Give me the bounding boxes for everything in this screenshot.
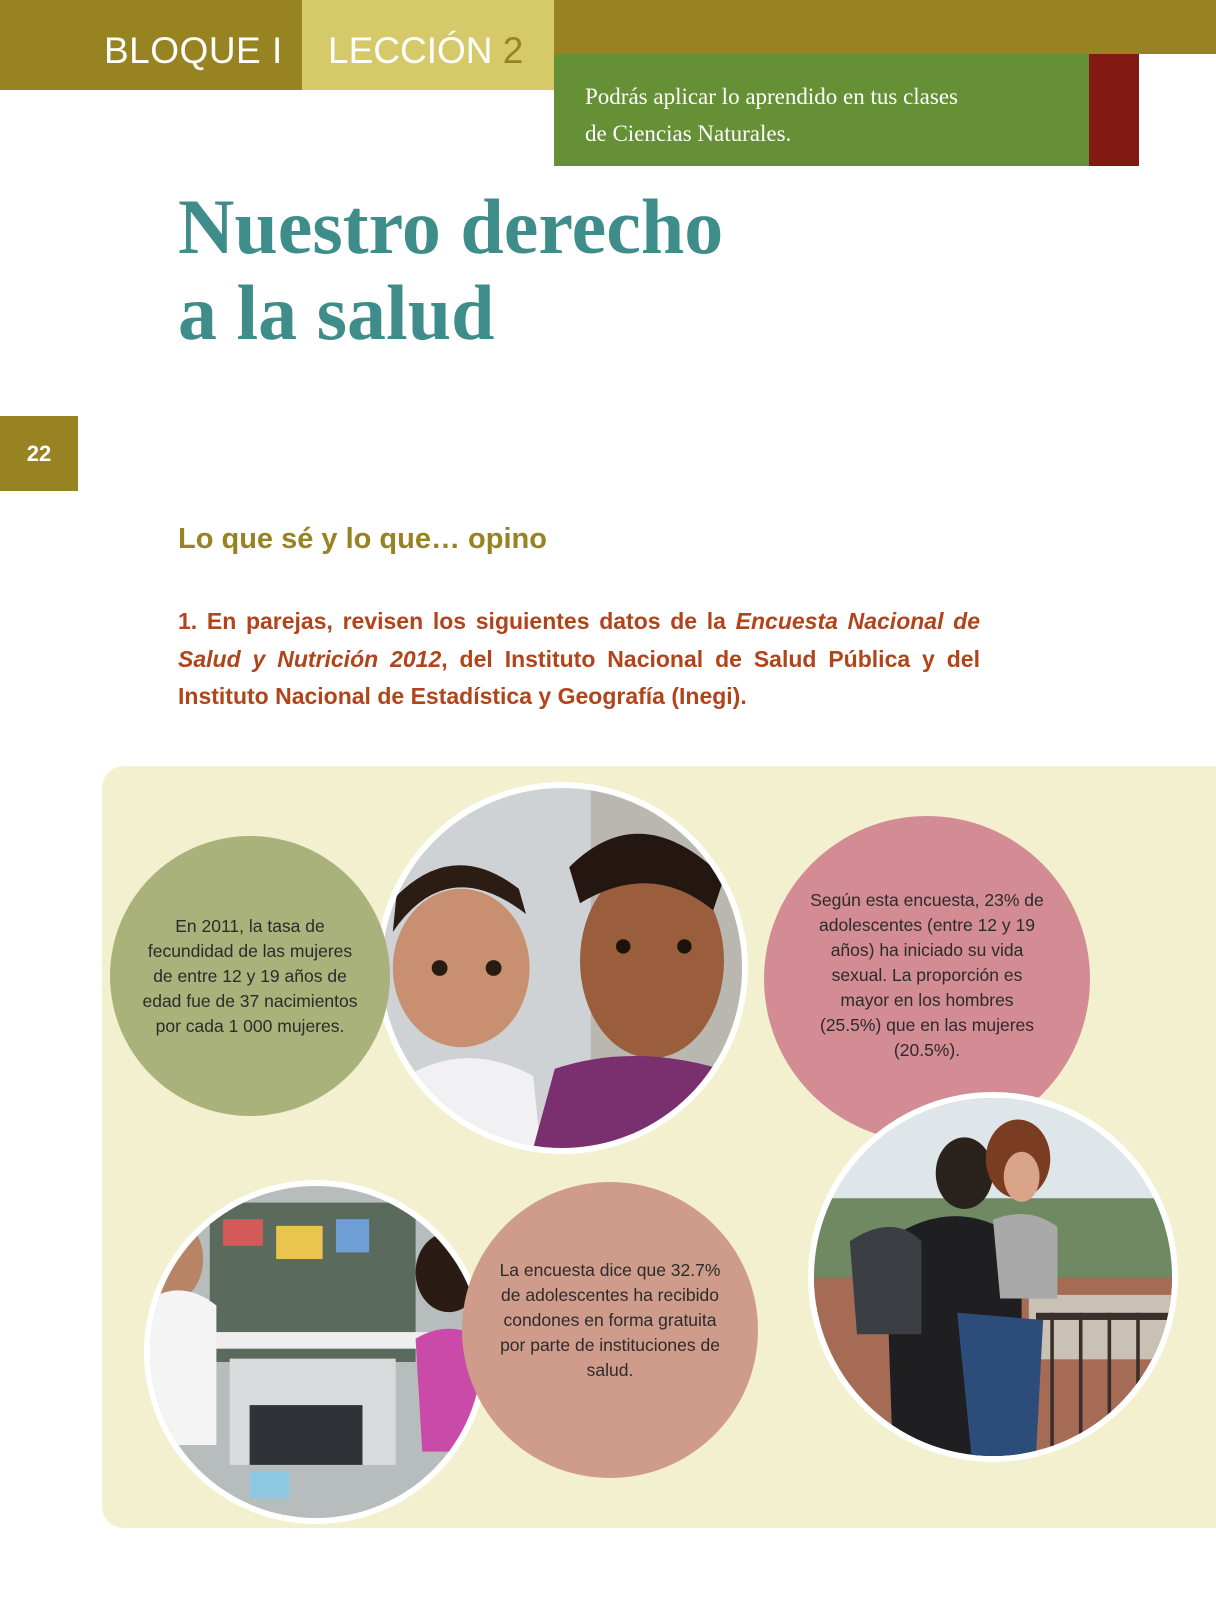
fact-fecundidad-circle (110, 836, 390, 1116)
subject-note-line1: Podrás aplicar lo aprendido en tus clases (585, 84, 958, 109)
leccion-label (328, 30, 523, 72)
photo-child-and-girl (376, 782, 748, 1154)
page-number: 22 (26, 441, 52, 466)
instruction-prefix: 1. En parejas, revisen los siguientes datos de la (178, 608, 736, 634)
photo-pharmacy-counter (144, 1180, 488, 1524)
leccion-number: 2 (502, 30, 524, 71)
subject-note (585, 78, 1055, 152)
fact-fecundidad-text: En 2011, la tasa de fecundidad de las mujeres de entre 12 y 19 años de edad fue de 37 nacimientos por cada 1 000 mujeres. (142, 915, 358, 1036)
lesson-title-line2: a la salud (178, 269, 495, 356)
accent-strip (1089, 54, 1139, 166)
instruction-suffix: , del Instituto Nacional de Salud Pública y del Instituto Nacional de Estadística y Geografía (Inegi). (178, 645, 980, 709)
fact-vida-sexual-text: Según esta encuesta, 23% de adolescentes (entre 12 y 19 años) ha iniciado su vida sexual. La proporción es mayor en los hombres (25.5%) que en las mujeres (20.5%). (810, 889, 1044, 1060)
bloque-label: BLOQUE I (104, 30, 283, 71)
survey-name: Encuesta Nacional de Salud y Nutrición 2012 (178, 608, 981, 672)
lesson-title (178, 184, 898, 356)
activity-instruction (178, 603, 980, 716)
lesson-title-line1: Nuestro derecho (178, 183, 724, 270)
subject-note-line2: de Ciencias Naturales. (585, 121, 792, 146)
fact-condones-text: La encuesta dice que 32.7% de adolescentes ha recibido condones en forma gratuita por parte de instituciones de salud. (499, 1259, 721, 1380)
fact-condones-circle (462, 1182, 758, 1478)
fact-vida-sexual-circle (764, 816, 1090, 1142)
photo-teen-couple (808, 1092, 1178, 1462)
section-heading: Lo que sé y lo que… opino (178, 523, 547, 555)
leccion-word: LECCIÓN (328, 30, 493, 71)
